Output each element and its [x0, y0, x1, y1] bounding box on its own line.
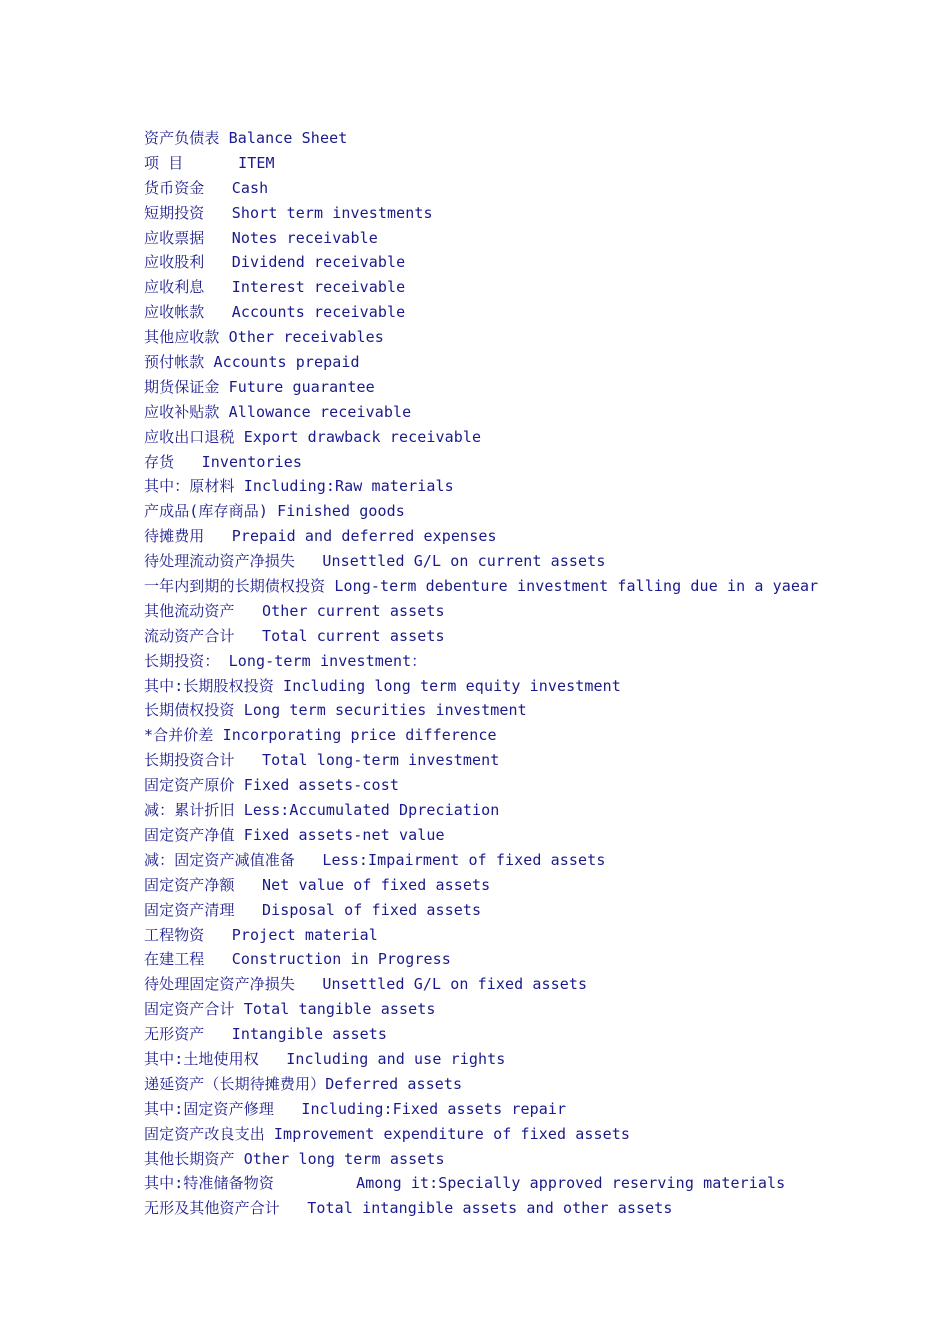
list-item: 其中:固定资产修理 Including:Fixed assets repair	[144, 1099, 567, 1118]
list-item: 其中：原材料 Including:Raw materials	[144, 477, 454, 496]
list-item: 预付帐款 Accounts prepaid	[144, 353, 360, 372]
list-item: 长期投资： Long-term investment：	[144, 651, 427, 670]
list-item: 递延资产（长期待摊费用）Deferred assets	[144, 1074, 463, 1093]
list-item: 其中:特准储备物资 Among it:Specially approved reserving materials	[144, 1174, 786, 1193]
list-item: 其他应收款 Other receivables	[144, 328, 384, 347]
list-item: 固定资产原价 Fixed assets-cost	[144, 776, 399, 795]
balance-sheet-item-list	[144, 126, 924, 1221]
list-item: 固定资产合计 Total tangible assets	[144, 1000, 436, 1019]
list-item: 待摊费用 Prepaid and deferred expenses	[144, 527, 497, 546]
list-item: 应收帐款 Accounts receivable	[144, 303, 406, 322]
list-item: 无形及其他资产合计 Total intangible assets and other assets	[144, 1199, 673, 1218]
list-item: 应收股利 Dividend receivable	[144, 253, 406, 272]
list-item: 应收票据 Notes receivable	[144, 228, 378, 247]
list-item: 应收出口退税 Export drawback receivable	[144, 427, 482, 446]
list-item: 减：累计折旧 Less:Accumulated Dpreciation	[144, 801, 500, 820]
list-item: 待处理流动资产净损失 Unsettled G/L on current assets	[144, 552, 606, 571]
list-item: *合并价差 Incorporating price difference	[144, 726, 497, 745]
document-title: 资产负债表 Balance Sheet	[144, 129, 348, 147]
list-item: 短期投资 Short term investments	[144, 203, 433, 222]
list-item: 长期投资合计 Total long-term investment	[144, 751, 500, 770]
list-item: 一年内到期的长期债权投资 Long-term debenture investment falling due in a yaear	[144, 577, 819, 596]
list-item: 固定资产改良支出 Improvement expenditure of fixed assets	[144, 1124, 631, 1143]
list-item: 其中:土地使用权 Including and use rights	[144, 1049, 506, 1068]
list-item: 流动资产合计 Total current assets	[144, 626, 445, 645]
list-item: 在建工程 Construction in Progress	[144, 950, 451, 969]
column-header: 项 目 ITEM	[144, 153, 275, 172]
list-item: 固定资产清理 Disposal of fixed assets	[144, 900, 482, 919]
list-item: 产成品(库存商品) Finished goods	[144, 502, 405, 521]
list-item: 应收利息 Interest receivable	[144, 278, 406, 297]
list-item: 减：固定资产减值准备 Less:Impairment of fixed assets	[144, 850, 606, 869]
list-item: 固定资产净额 Net value of fixed assets	[144, 875, 491, 894]
list-item: 其他流动资产 Other current assets	[144, 601, 445, 620]
list-item: 货币资金 Cash	[144, 178, 269, 197]
list-item: 无形资产 Intangible assets	[144, 1025, 388, 1044]
list-item: 期货保证金 Future guarantee	[144, 377, 375, 396]
list-item: 工程物资 Project material	[144, 925, 378, 944]
list-item: 存货 Inventories	[144, 452, 303, 471]
list-item: 固定资产净值 Fixed assets-net value	[144, 825, 445, 844]
list-item: 其他长期资产 Other long term assets	[144, 1149, 445, 1168]
list-item: 应收补贴款 Allowance receivable	[144, 402, 412, 421]
list-item: 长期债权投资 Long term securities investment	[144, 701, 527, 720]
list-item: 待处理固定资产净损失 Unsettled G/L on fixed assets	[144, 975, 588, 994]
list-item: 其中:长期股权投资 Including long term equity investment	[144, 676, 621, 695]
